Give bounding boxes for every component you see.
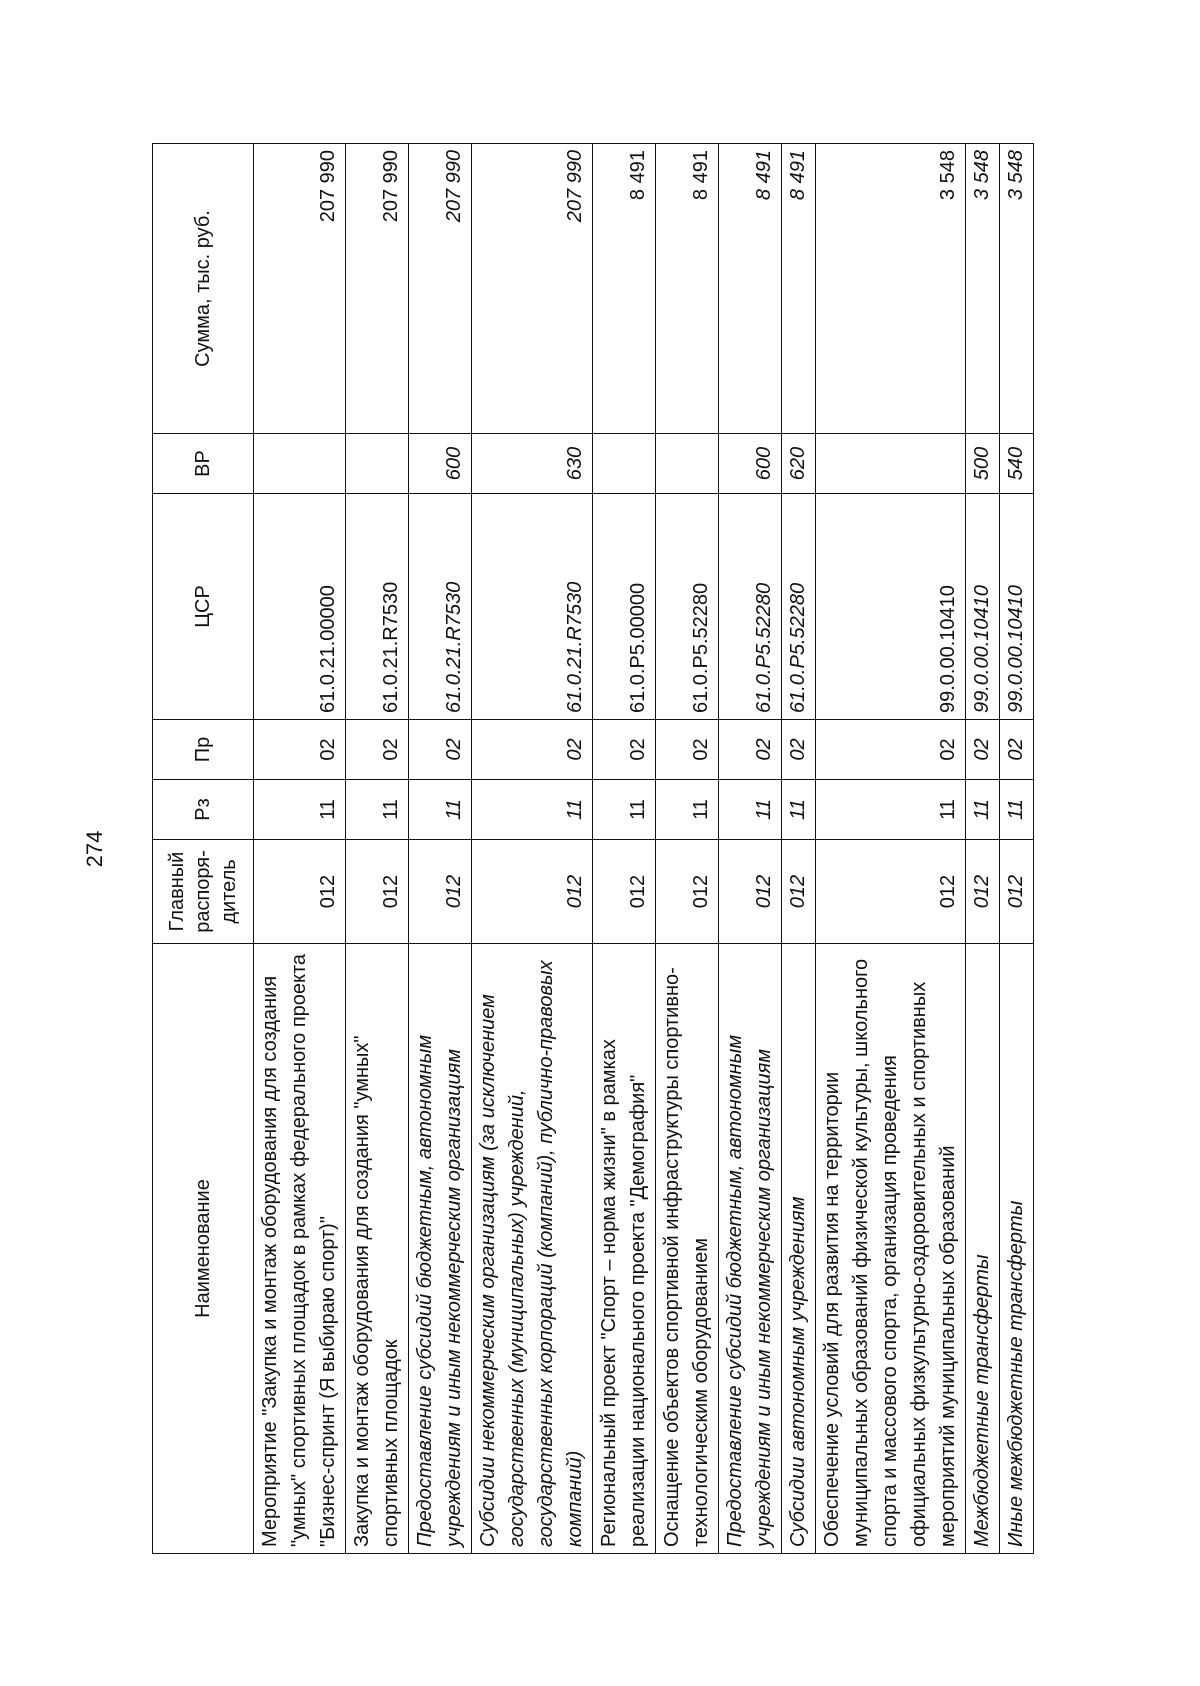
header-grbs: Главный распоря-дитель [153, 840, 254, 944]
cell-name: Иные межбюджетные трансферты [1000, 944, 1034, 1554]
cell-sum: 207 990 [254, 144, 346, 434]
cell-sum: 8 491 [656, 144, 719, 434]
cell-rz: 11 [254, 780, 346, 840]
page-number: 274 [82, 830, 107, 868]
header-pr: Пр [153, 720, 254, 780]
cell-rz: 11 [966, 780, 1000, 840]
cell-pr: 02 [346, 720, 409, 780]
header-vr: ВР [153, 434, 254, 494]
cell-rz: 11 [472, 780, 593, 840]
cell-pr: 02 [719, 720, 782, 780]
cell-csr: 61.0.P5.00000 [593, 494, 656, 720]
cell-vr: 500 [966, 434, 1000, 494]
cell-vr [254, 434, 346, 494]
cell-pr: 02 [816, 720, 966, 780]
table-body [254, 144, 1034, 1554]
table-row [254, 144, 346, 1554]
cell-pr: 02 [593, 720, 656, 780]
cell-csr: 61.0.P5.52280 [719, 494, 782, 720]
cell-pr: 02 [409, 720, 472, 780]
cell-pr: 02 [472, 720, 593, 780]
cell-rz: 11 [346, 780, 409, 840]
cell-rz: 11 [1000, 780, 1034, 840]
cell-grbs: 012 [782, 840, 816, 944]
cell-vr: 600 [409, 434, 472, 494]
header-rz: Рз [153, 780, 254, 840]
cell-rz: 11 [593, 780, 656, 840]
cell-vr [656, 434, 719, 494]
cell-name: Закупка и монтаж оборудования для создания "умных" спортивных площадок [346, 944, 409, 1554]
header-sum: Сумма, тыс. руб. [153, 144, 254, 434]
cell-sum: 8 491 [782, 144, 816, 434]
cell-grbs: 012 [966, 840, 1000, 944]
table-row [656, 144, 719, 1554]
cell-vr: 540 [1000, 434, 1034, 494]
table-row [409, 144, 472, 1554]
cell-rz: 11 [719, 780, 782, 840]
cell-pr: 02 [782, 720, 816, 780]
cell-pr: 02 [1000, 720, 1034, 780]
table-row [1000, 144, 1034, 1554]
cell-grbs: 012 [656, 840, 719, 944]
table-row [472, 144, 593, 1554]
cell-rz: 11 [409, 780, 472, 840]
cell-sum: 207 990 [472, 144, 593, 434]
cell-grbs: 012 [254, 840, 346, 944]
cell-vr: 620 [782, 434, 816, 494]
cell-sum: 207 990 [409, 144, 472, 434]
table-row [782, 144, 816, 1554]
cell-sum: 207 990 [346, 144, 409, 434]
table-header-row [153, 144, 254, 1554]
cell-vr [816, 434, 966, 494]
cell-pr: 02 [656, 720, 719, 780]
cell-grbs: 012 [593, 840, 656, 944]
table-row [593, 144, 656, 1554]
cell-grbs: 012 [1000, 840, 1034, 944]
table-row [966, 144, 1000, 1554]
cell-vr [593, 434, 656, 494]
cell-name: Мероприятие "Закупка и монтаж оборудования для создания "умных" спортивных площадок в рамках федерального проекта "Бизнес-спринт (Я выбираю спорт)" [254, 944, 346, 1554]
cell-name: Региональный проект "Спорт – норма жизни" в рамках реализации национального проекта "Демография" [593, 944, 656, 1554]
cell-name: Предоставление субсидий бюджетным, автономным учреждениям и иным некоммерческим организациям [719, 944, 782, 1554]
cell-csr: 61.0.21.R7530 [472, 494, 593, 720]
cell-csr: 99.0.00.10410 [966, 494, 1000, 720]
cell-sum: 8 491 [719, 144, 782, 434]
cell-csr: 99.0.00.10410 [816, 494, 966, 720]
cell-csr: 61.0.P5.52280 [782, 494, 816, 720]
cell-name: Межбюджетные трансферты [966, 944, 1000, 1554]
cell-pr: 02 [966, 720, 1000, 780]
cell-rz: 11 [782, 780, 816, 840]
header-csr: ЦСР [153, 494, 254, 720]
cell-sum: 3 548 [966, 144, 1000, 434]
cell-grbs: 012 [719, 840, 782, 944]
table-row [816, 144, 966, 1554]
cell-pr: 02 [254, 720, 346, 780]
header-name: Наименование [153, 944, 254, 1554]
cell-name: Субсидии некоммерческим организациям (за исключением государственных (муниципальных) учреждений, государственных корпораций (компаний), публично-правовых компаний) [472, 944, 593, 1554]
cell-sum: 8 491 [593, 144, 656, 434]
cell-csr: 61.0.P5.52280 [656, 494, 719, 720]
cell-vr: 600 [719, 434, 782, 494]
table-row [719, 144, 782, 1554]
cell-csr: 61.0.21.00000 [254, 494, 346, 720]
rotated-page [82, 144, 1027, 1554]
cell-vr: 630 [472, 434, 593, 494]
cell-sum: 3 548 [816, 144, 966, 434]
cell-rz: 11 [656, 780, 719, 840]
cell-grbs: 012 [816, 840, 966, 944]
cell-grbs: 012 [409, 840, 472, 944]
cell-rz: 11 [816, 780, 966, 840]
budget-table [152, 143, 1034, 1554]
cell-vr [346, 434, 409, 494]
cell-name: Обеспечение условий для развития на территории муниципальных образований физической культуры, школьного спорта и массового спорта, организация проведения официальных физкультурно-оздоровительных и спортивных мероприятий муниципальных образований [816, 944, 966, 1554]
cell-csr: 99.0.00.10410 [1000, 494, 1034, 720]
cell-sum: 3 548 [1000, 144, 1034, 434]
cell-csr: 61.0.21.R7530 [409, 494, 472, 720]
cell-csr: 61.0.21.R7530 [346, 494, 409, 720]
cell-name: Предоставление субсидий бюджетным, автономным учреждениям и иным некоммерческим организациям [409, 944, 472, 1554]
cell-grbs: 012 [472, 840, 593, 944]
cell-grbs: 012 [346, 840, 409, 944]
cell-name: Субсидии автономным учреждениям [782, 944, 816, 1554]
table-row [346, 144, 409, 1554]
cell-name: Оснащение объектов спортивной инфраструктуры спортивно-технологическим оборудованием [656, 944, 719, 1554]
